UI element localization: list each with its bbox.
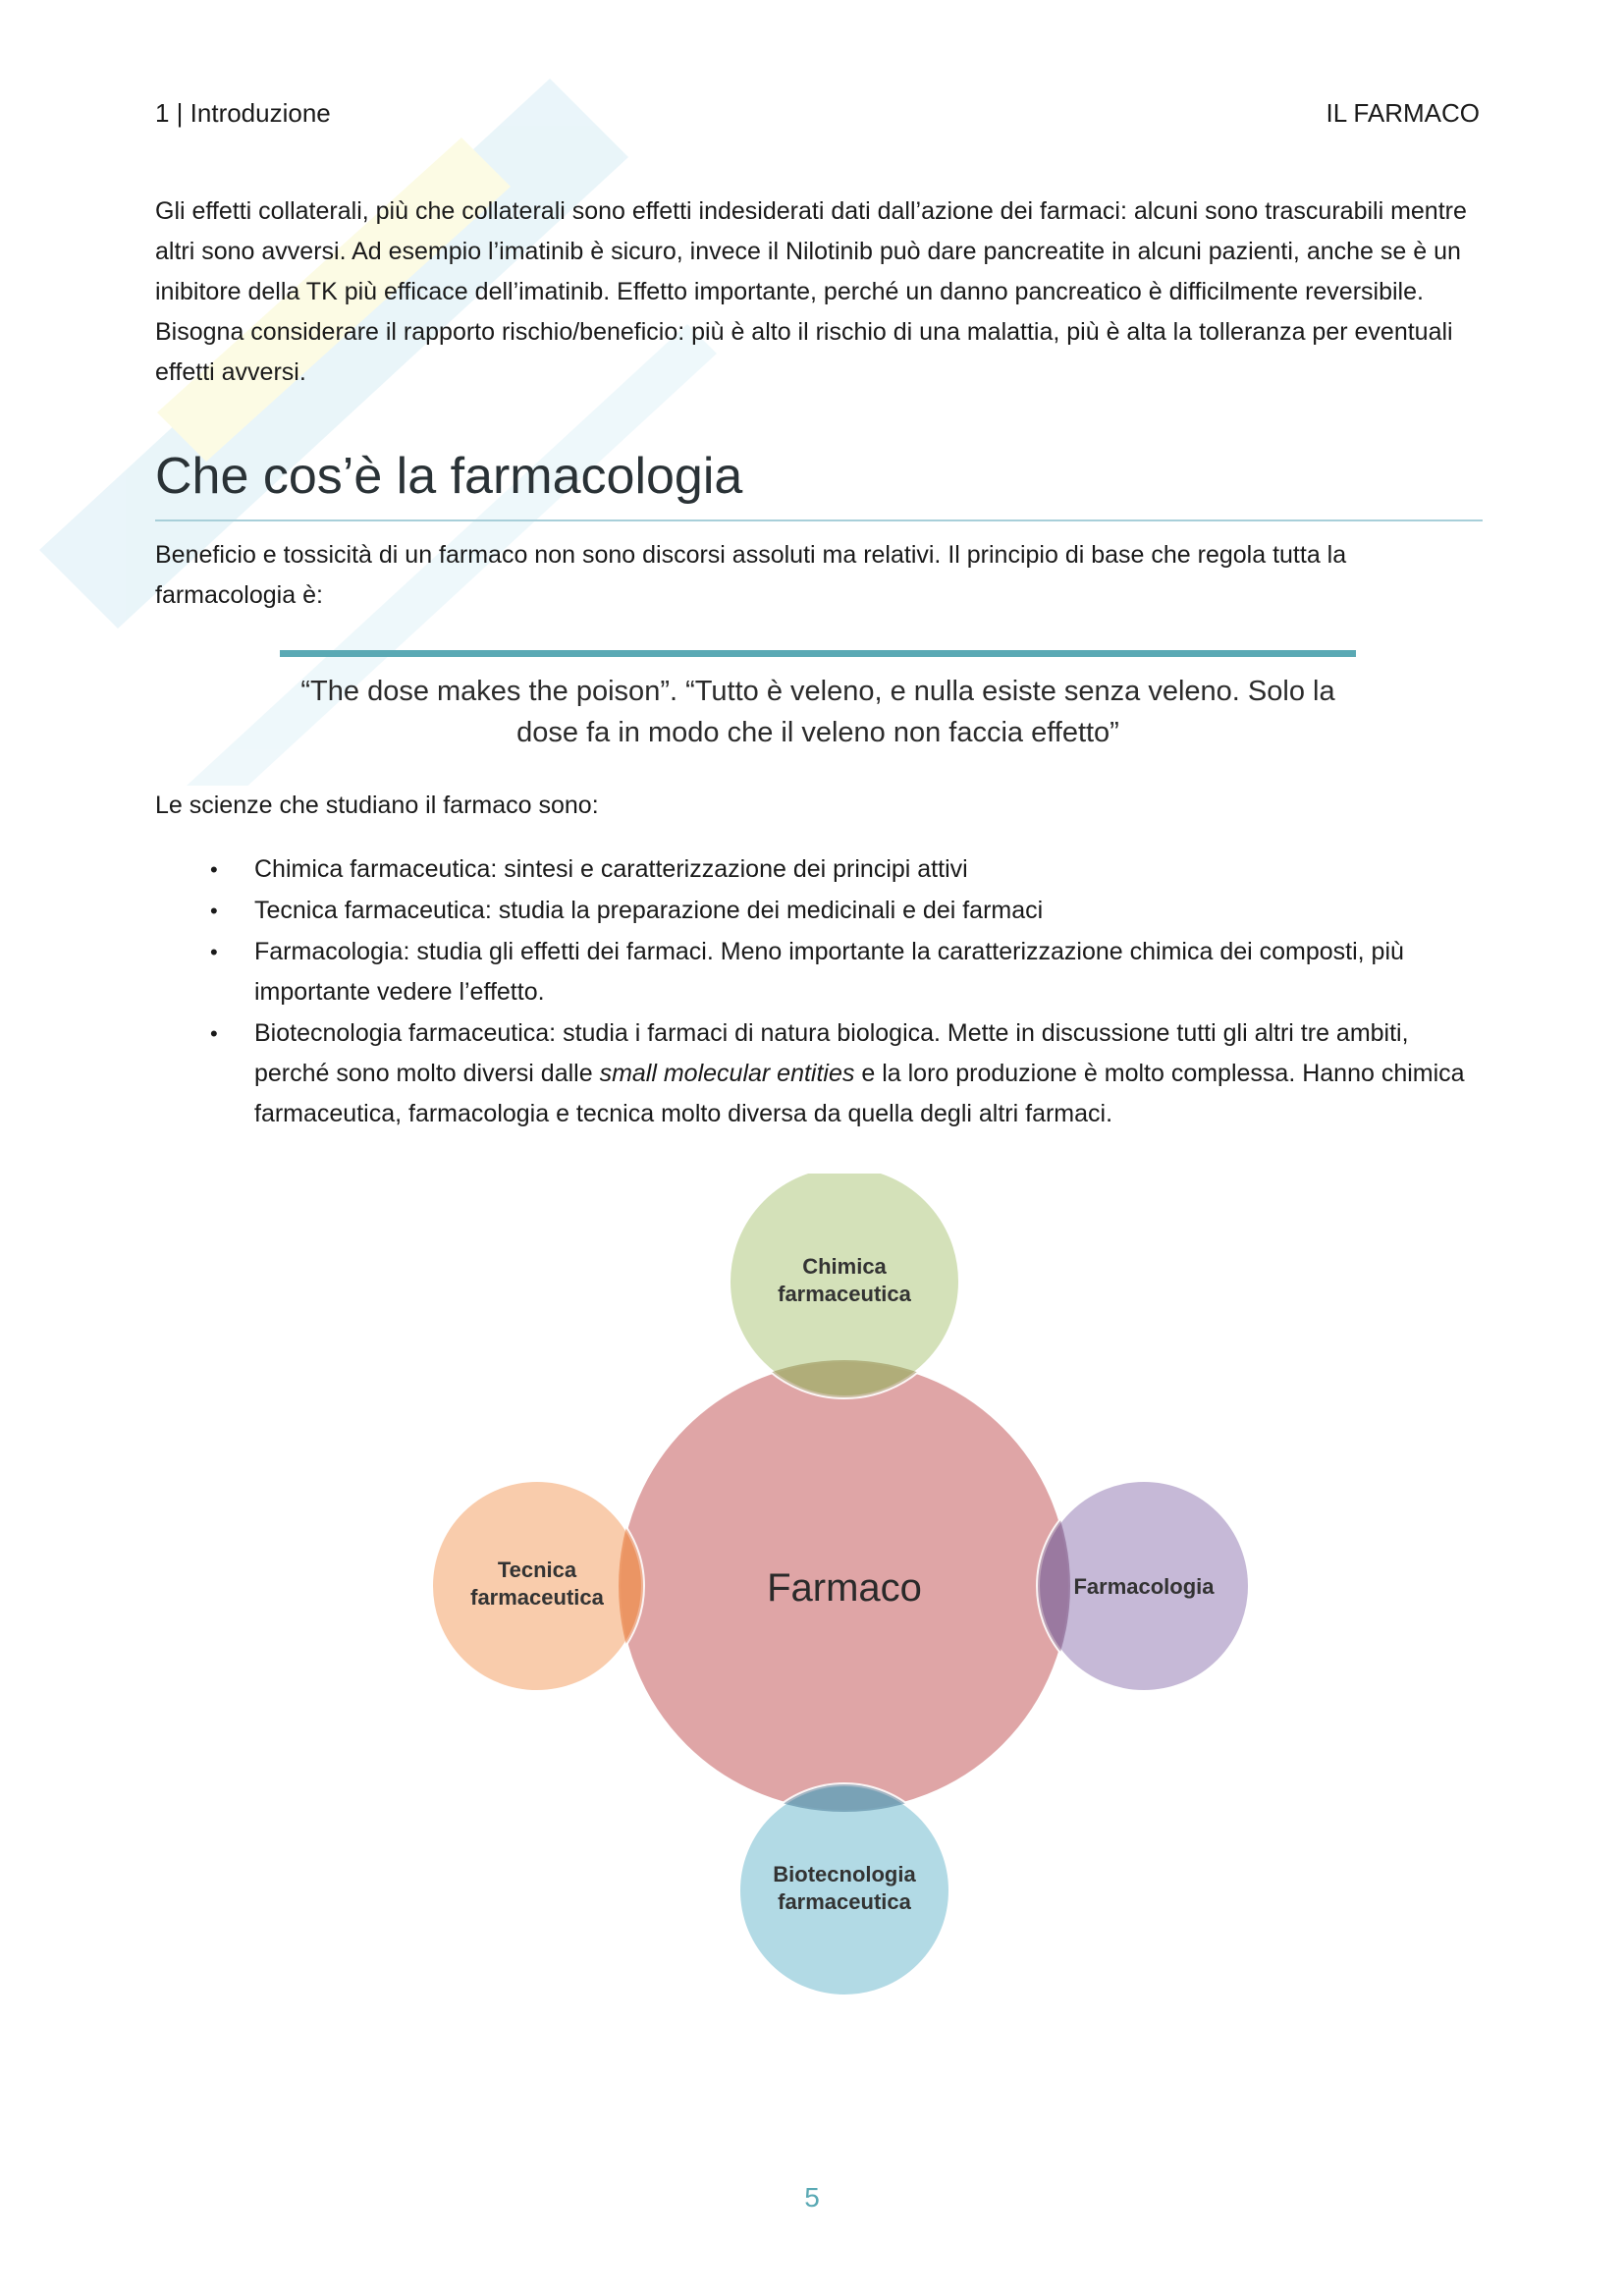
header-title: IL FARMACO [1326, 98, 1480, 128]
diagram-center-label: Farmaco [767, 1566, 922, 1610]
list-item: • Tecnica farmaceutica: studia la preparazione dei medicinali e dei farmaci [155, 891, 1483, 931]
diagram-bottom-label-2: farmaceutica [778, 1889, 911, 1914]
intro-paragraph: Gli effetti collaterali, più che collaterali sono effetti indesiderati dati dall’azione dei farmaci: alcuni sono trascurabili mentre altri sono avversi. Ad esempio l’imatinib è sicuro, invece il Nilotinib può dare pancreatite in alcuni pazienti, anche se è un inibitore della TK più efficace dell’imatinib. Effetto importante, perché un danno pancreatico è difficilmente reversibile. Bisogna considerare il rapporto rischio/beneficio: più è alto il rischio di una malattia, più è alta la tolleranza per eventuali effetti avversi. [155, 197, 1467, 386]
quote: “The dose makes the poison”. “Tutto è veleno, e nulla esiste senza veleno. Solo la dose fa in modo che il veleno non faccia effetto” [300, 676, 1335, 748]
section-title: Che cos’è la farmacologia [155, 448, 743, 505]
bullet-icon: • [210, 1021, 218, 1046]
list-item: • Biotecnologia farmaceutica: studia i farmaci di natura biologica. Mette in discussione tutti gli altri tre ambiti, perché sono molto diversi dalle small molecular entities e la loro produzione è molto complessa. Hanno chimica farmaceutica, farmacologia e tecnica molto diversa da quella degli altri farmaci. [155, 1013, 1483, 1134]
bullet-icon: • [210, 857, 218, 882]
diagram-bottom-label-1: Biotecnologia [773, 1862, 916, 1886]
diagram-left-label-2: farmaceutica [470, 1585, 604, 1610]
bullet-icon: • [210, 899, 218, 923]
section-title-rule [155, 519, 1483, 521]
section-paragraph: Beneficio e tossicità di un farmaco non sono discorsi assoluti ma relativi. Il principio di base che regola tutta la farmacologia è: [155, 541, 1347, 609]
farmaco-diagram [412, 1174, 1257, 2018]
page-number: 5 [804, 2182, 820, 2213]
list-item: • Chimica farmaceutica: sintesi e caratterizzazione dei principi attivi [155, 849, 1483, 890]
quote-bar [280, 650, 1356, 657]
list-item: • Farmacologia: studia gli effetti dei farmaci. Meno importante la caratterizzazione chimica dei composti, più importante vedere l’effetto. [155, 932, 1483, 1012]
list-intro: Le scienze che studiano il farmaco sono: [155, 792, 599, 819]
page-header [155, 98, 1480, 137]
sciences-list [155, 849, 1483, 1135]
diagram-top-label-1: Chimica [802, 1254, 887, 1279]
header-chapter: 1 | Introduzione [155, 98, 331, 128]
diagram-right-label: Farmacologia [1073, 1574, 1215, 1599]
diagram-top-label-2: farmaceutica [778, 1282, 911, 1306]
bullet-icon: • [210, 940, 218, 964]
diagram-left-label-1: Tecnica [497, 1558, 577, 1582]
